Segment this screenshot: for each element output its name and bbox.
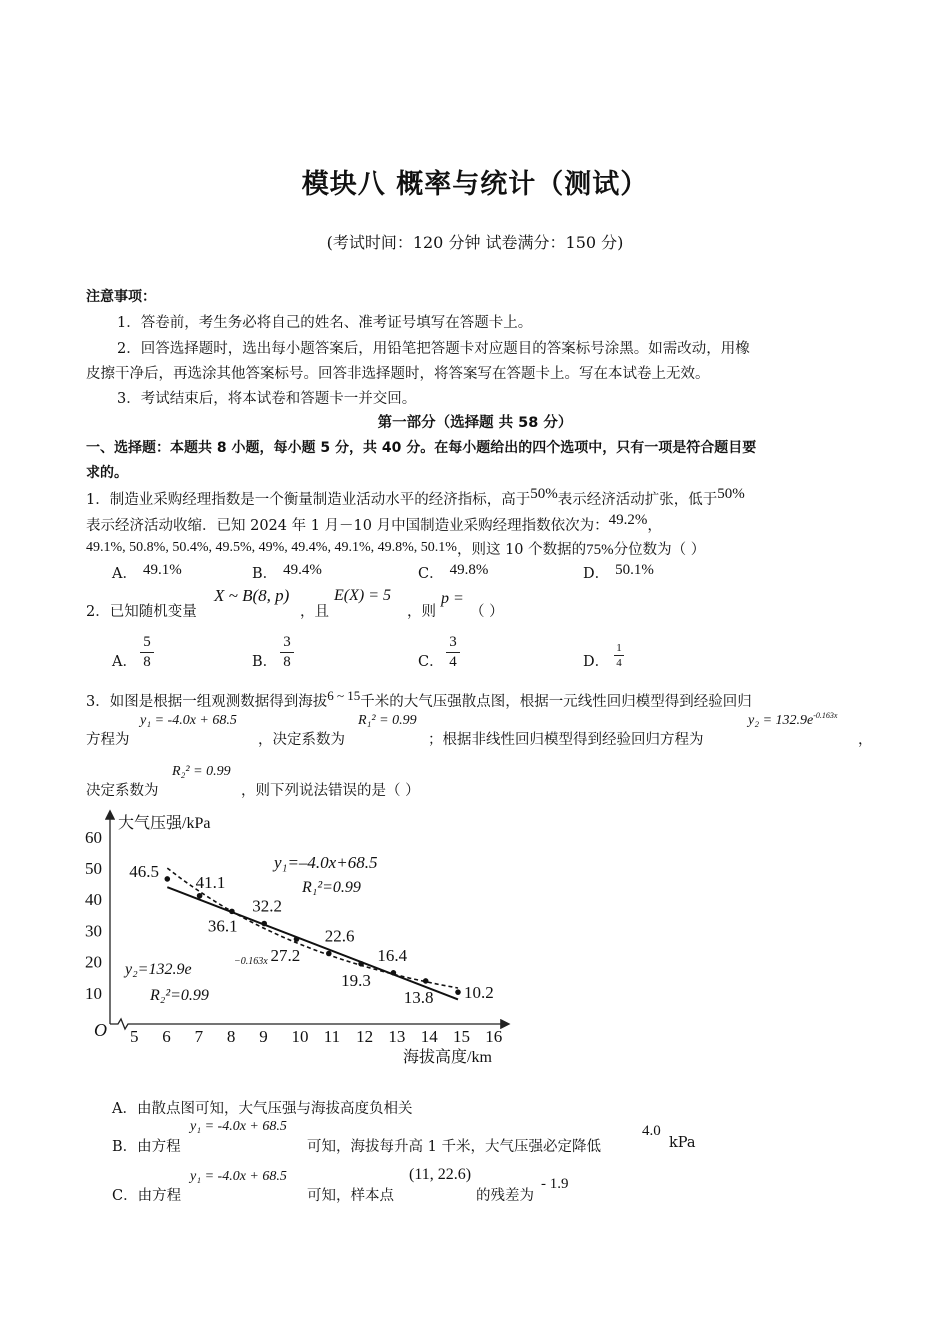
q1-option-c: C． 49.8% — [418, 562, 489, 582]
q3-text-f: 决定系数为 — [86, 783, 159, 799]
section-instruction-line1: 一、选择题：本题共 8 小题，每小题 5 分，共 40 分。在每小题给出的四个选项中，只有一项是符合题目要 — [86, 440, 757, 456]
linear-fit-equation: y₁=–4.0x+68.5 — [274, 853, 378, 872]
x-tick-label: 6 — [162, 1027, 171, 1046]
x-tick-label: 5 — [130, 1027, 139, 1046]
q1-comma: ， — [647, 518, 662, 534]
y-tick-label: 10 — [85, 983, 102, 1003]
q2-option-d-fraction: 1 4 — [614, 642, 624, 669]
q2-expr-e: E(X) = 5 — [334, 587, 391, 604]
q1-pct50-b: 50% — [717, 486, 745, 502]
page-title: 模块八 概率与统计（测试） — [301, 169, 649, 200]
y-tick-label: 50 — [85, 859, 102, 878]
q2-stem-b: ，且 — [300, 604, 329, 620]
data-point — [358, 961, 364, 967]
q1-first-value: 49.2% — [608, 512, 648, 528]
x-tick-label: 14 — [420, 1027, 438, 1046]
data-label: 13.8 — [403, 987, 434, 1007]
exp-fit-r2: R₂²=0.99 — [150, 987, 209, 1004]
q3-text-e: ；根据非线性回归模型得到经验回归方程为 — [428, 732, 704, 748]
q3-text-c: 方程为 — [86, 732, 130, 748]
y-tick-label: 60 — [85, 827, 102, 847]
q3-eq2: $y_2 = 132.9e^{-0.163x}$ — [748, 711, 838, 728]
q1-text-c: 表示经济活动收缩．已知 2024 年 1 月－10 月中国制造业采购经理指数依次为： — [86, 518, 609, 534]
section-instruction-line2: 求的。 — [86, 465, 128, 481]
note-item-2-line2: 皮擦干净后，再选涂其他答案标号。回答非选择题时，将答案写在答题卡上。写在本试卷上无效。 — [86, 366, 710, 382]
q3-option-a: A．由散点图可知，大气压强与海拔高度负相关 — [112, 1101, 413, 1117]
q2-option-a-label: A． — [112, 654, 137, 670]
q3-option-c-point: (11, 22.6) — [409, 1166, 472, 1183]
q3-option-c-value: - 1.9 — [541, 1176, 569, 1192]
q3-option-c-text-b: 可知，样本点 — [307, 1188, 394, 1204]
note-item-1: 1．答卷前，考生务必将自己的姓名、准考证号填写在答题卡上。 — [117, 315, 533, 331]
q3-option-b-value: 4.0 — [642, 1123, 661, 1139]
data-point — [294, 936, 300, 942]
data-label: 16.4 — [377, 945, 408, 965]
q3-option-b-eq: y₁ = -4.0x + 68.5 — [190, 1119, 287, 1134]
data-label: 10.2 — [464, 983, 494, 1003]
q3-text-g: ，则下列说法错误的是（ ） — [241, 783, 420, 799]
exp-fit-equation: y₂=132.9e — [125, 961, 192, 978]
q2-option-d-label: D． — [583, 654, 610, 670]
y-tick-label: 20 — [85, 952, 102, 972]
x-tick-label: 16 — [485, 1027, 503, 1046]
q2-option-a-fraction: 5 8 — [140, 634, 154, 671]
q1-option-a: A． 49.1% — [112, 562, 182, 582]
data-label: 41.1 — [195, 872, 226, 892]
q3-text-b: 千米的大气压强散点图，根据一元线性回归模型得到经验回归 — [360, 694, 752, 710]
x-tick-label: 8 — [226, 1027, 236, 1046]
x-tick-label: 7 — [194, 1027, 204, 1046]
q1-option-d: D． 50.1% — [583, 562, 654, 582]
data-point — [261, 921, 267, 927]
q3-range: 6 ~ 15 — [327, 688, 361, 703]
q3-option-b-text-a: B．由方程 — [112, 1139, 181, 1155]
q2-option-c-fraction: 3 4 — [446, 634, 460, 671]
x-tick-label: 15 — [453, 1027, 470, 1046]
q3-text-a: 3．如图是根据一组观测数据得到海拔 — [86, 694, 328, 710]
q1-option-b: B． 49.4% — [252, 562, 322, 582]
y-tick-label: 30 — [85, 921, 102, 941]
y-tick-label: 40 — [85, 890, 102, 910]
linear-fit-r2: R₁²=0.99 — [302, 879, 361, 896]
q2-stem-a: 2．已知随机变量 — [86, 604, 197, 620]
pressure-altitude-chart — [80, 800, 530, 1080]
q2-stem-c: ，则 — [407, 604, 436, 620]
q2-option-b-fraction: 3 8 — [280, 634, 294, 671]
data-label: 32.2 — [252, 896, 282, 916]
y-axis-label: 大气压强/kPa — [118, 815, 211, 832]
data-point — [229, 909, 235, 915]
note-item-3: 3．考试结束后，将本试卷和答题卡一并交回。 — [117, 391, 417, 407]
q3-r1: R₁² = 0.99 — [358, 713, 417, 728]
q1-line2 — [86, 514, 662, 535]
data-point — [391, 970, 397, 976]
x-tick-label: 13 — [388, 1027, 406, 1046]
data-label: 19.3 — [341, 970, 371, 990]
q1-text-b: 表示经济活动扩张，低于 — [557, 492, 718, 508]
q3-eq1: y₁ = -4.0x + 68.5 — [140, 713, 237, 728]
q2-expr-x: X ~ B(8, p) — [214, 586, 290, 605]
data-point — [326, 951, 332, 957]
q2-stem-d: （ ） — [470, 604, 504, 620]
q3-option-b-text-b: 可知，海拔每升高 1 千米，大气压强必定降低 — [307, 1139, 601, 1155]
notes-heading: 注意事项： — [86, 289, 156, 305]
q2-option-c-label: C． — [418, 654, 444, 670]
q1-text-e: 分位数为（ ） — [613, 542, 706, 558]
data-label: 27.2 — [270, 946, 301, 966]
q3-option-c-text-a: C．由方程 — [112, 1188, 182, 1204]
data-point — [423, 978, 429, 984]
data-point — [165, 876, 171, 882]
q3-text-d: ，决定系数为 — [258, 732, 345, 748]
data-label: 36.1 — [207, 916, 238, 936]
q1-data-list: 49.1%, 50.8%, 50.4%, 49.5%, 49%, 49.4%, 49.1%, 49.8%, 50.1% — [86, 540, 457, 555]
q1-line1 — [86, 488, 745, 509]
data-point — [455, 989, 461, 995]
q3-option-b-unit: kPa — [669, 1135, 696, 1151]
q3-option-c-text-c: 的残差为 — [476, 1188, 534, 1204]
data-point — [197, 893, 203, 899]
x-tick-label: 10 — [291, 1027, 309, 1046]
q3-r2: R₂² = 0.99 — [172, 764, 231, 779]
q1-text-a: 1．制造业采购经理指数是一个衡量制造业活动水平的经济指标，高于 — [86, 492, 531, 508]
part-title: 第一部分（选择题 共 58 分） — [377, 415, 573, 431]
data-label: 46.5 — [129, 861, 160, 881]
note-item-2-line1: 2．回答选择题时，选出每小题答案后，用铅笔把答题卡对应题目的答案标号涂黑。如需改动，用橡 — [117, 341, 750, 357]
x-axis-label: 海拔高度/km — [403, 1049, 492, 1066]
q2-expr-p: p = — [441, 590, 464, 607]
exp-fit-exponent: −0.163x — [234, 956, 268, 967]
q2-option-b-label: B． — [252, 654, 278, 670]
x-tick-label: 11 — [323, 1027, 341, 1046]
data-label: 22.6 — [324, 926, 355, 946]
q1-line3 — [86, 538, 705, 559]
x-tick-label: 9 — [259, 1027, 268, 1046]
q3-line1 — [86, 690, 752, 711]
q1-pct50-a: 50% — [530, 486, 558, 502]
q3-comma: ， — [858, 732, 873, 748]
x-tick-label: 12 — [356, 1027, 374, 1046]
linear-fit-line — [167, 887, 458, 999]
origin-label: O — [94, 1020, 107, 1040]
q1-pct75: 75% — [586, 542, 614, 558]
exam-info: (考试时间：120 分钟 试卷满分：150 分) — [326, 233, 624, 252]
q1-text-d: ，则这 10 个数据的 — [456, 542, 587, 558]
q3-option-c-eq: y₁ = -4.0x + 68.5 — [190, 1169, 287, 1184]
